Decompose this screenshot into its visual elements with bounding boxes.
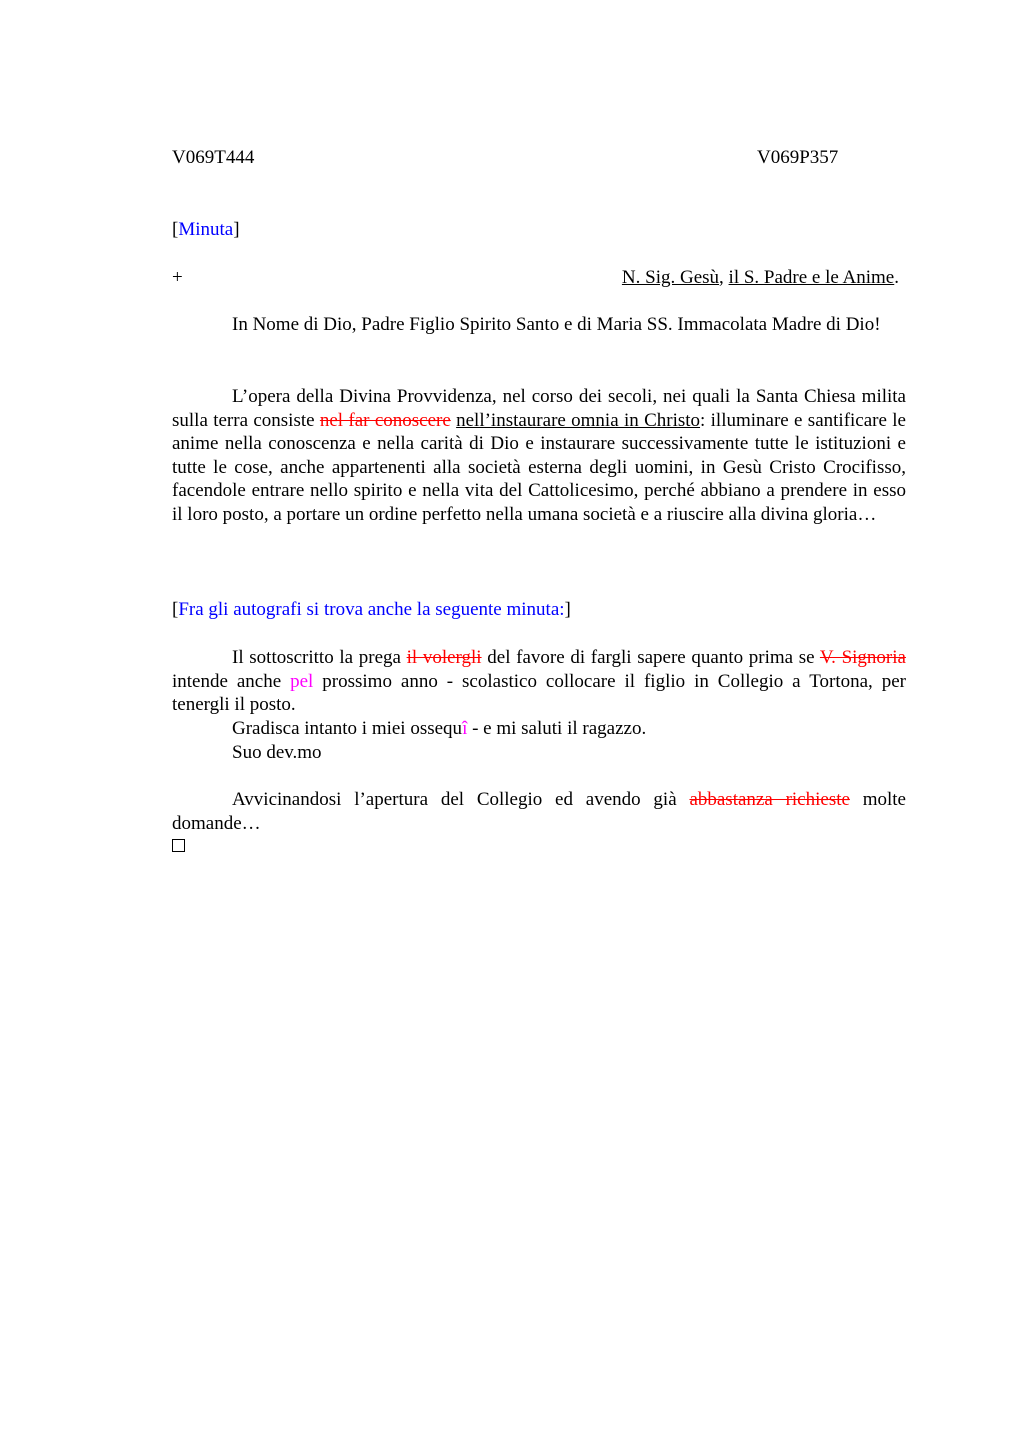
bracket-close: ] xyxy=(233,219,240,240)
closing-line: Suo dev.mo xyxy=(232,742,322,763)
opera-underlined-text: nell’instaurare omnia in Christo xyxy=(456,409,701,431)
invocation-part2: il S. Padre e le Anime xyxy=(728,267,895,288)
paragraph-opera-block xyxy=(172,385,906,527)
end-square-icon xyxy=(172,839,185,852)
invocation-part1: N. Sig. Gesù xyxy=(621,267,720,288)
avvicinandosi-t2: molte domande… xyxy=(172,789,906,834)
bracket-open: [ xyxy=(172,219,179,240)
autografi-label xyxy=(172,598,571,622)
opera-deleted-text: nel far conoscere xyxy=(319,409,451,431)
sottoscritto-deleted-2: V. Signoria xyxy=(819,647,906,668)
paragraph-invocation: In Nome di Dio, Padre Figlio Spirito Santo e di Maria SS. Immacolata Madre di Dio! xyxy=(232,314,881,335)
paragraph-avvicinandosi-block xyxy=(172,788,906,835)
sottoscritto-t1: Il sottoscritto la prega xyxy=(232,647,407,668)
opera-text-after: : illuminare e santificare le anime nella conoscenza e nella carità di Dio e instaurare successivamente tutte le istituzioni e tutte le cose, anche appartenenti alla società esterna degli uomini, in Gesù Cristo Crocifisso, facendole entrare nello spirito e nella vita del Cattolicesimo, perché abbiano a prendere in esso il loro posto, a portare un ordine perfetto nella umana società e a riuscire alla divina gloria… xyxy=(172,409,906,525)
invocation-end: . xyxy=(894,267,899,288)
gradisca-t2: - e mi saluti il ragazzo. xyxy=(467,718,647,739)
avvicinandosi-deleted: abbastanza richieste xyxy=(689,789,850,810)
paragraph-avvicinandosi xyxy=(172,788,906,835)
header-left-code: V069T444 xyxy=(172,147,255,168)
paragraph-invocation-block xyxy=(172,313,906,337)
sottoscritto-t4: prossimo anno - scolastico collocare il figlio in Collegio a Tortona, per tenergli il posto. xyxy=(172,670,906,716)
paragraph-sottoscritto xyxy=(172,646,906,717)
opera-text-before: L’opera della Divina Provvidenza, nel corso dei secoli, nei quali la Santa Chiesa milita sulla terra consiste xyxy=(172,386,906,431)
avvicinandosi-t1: Avvicinandosi l’apertura del Collegio ed avendo già xyxy=(232,789,690,810)
paragraph-sottoscritto-block xyxy=(172,646,906,717)
gradisca-inserted: î xyxy=(462,718,468,739)
header-right-code: V069P357 xyxy=(757,147,839,168)
bracket-open: [ xyxy=(172,599,179,620)
gradisca-line xyxy=(232,717,646,741)
minuta-label xyxy=(172,218,240,242)
invocation-line xyxy=(622,266,899,290)
sottoscritto-inserted-pel: pel xyxy=(290,670,314,692)
bracket-close: ] xyxy=(564,599,571,620)
invocation-sep: , xyxy=(719,267,729,288)
gradisca-t1: Gradisca intanto i miei ossequ xyxy=(232,718,463,739)
minuta-text: Minuta xyxy=(178,219,234,240)
sottoscritto-t3: intende anche xyxy=(172,670,291,692)
paragraph-opera xyxy=(172,385,906,527)
sottoscritto-t2: del favore di fargli sapere quanto prima se xyxy=(481,647,820,668)
autografi-text: Fra gli autografi si trova anche la seguente minuta: xyxy=(178,599,565,620)
sottoscritto-deleted-1: il volergli xyxy=(406,647,482,668)
cross-mark: + xyxy=(172,267,183,288)
